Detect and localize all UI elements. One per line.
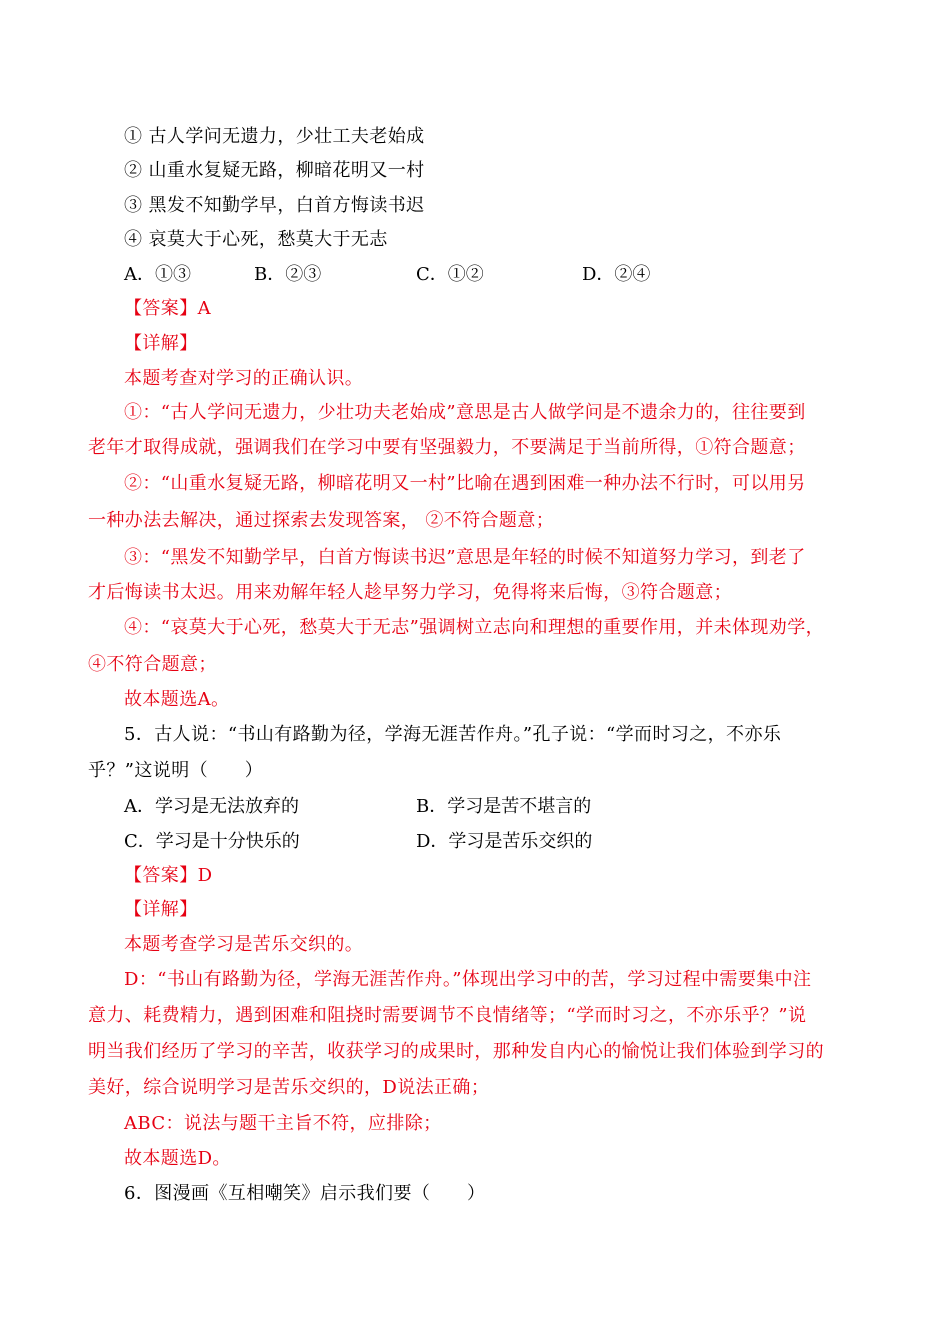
analysis-line: 老年才取得成就，强调我们在学习中要有坚强毅力，不要满足于当前所得，①符合题意； xyxy=(88,437,806,458)
question-5-stem: 5．古人说：“书山有路勤为径，学海无涯苦作舟。”孔子说：“学而时习之，不亦乐 xyxy=(124,724,782,745)
option-a: A．①③ xyxy=(124,264,191,285)
q5-option-b: B．学习是苦不堪言的 xyxy=(416,796,592,817)
q5-option-a: A．学习是无法放弃的 xyxy=(124,796,299,817)
analysis-line: ④：“哀莫大于心死，愁莫大于无志”强调树立志向和理想的重要作用，并未体现劝学， xyxy=(124,617,825,638)
statement-2: ② 山重水复疑无路，柳暗花明又一村 xyxy=(124,160,425,181)
option-b: B．②③ xyxy=(254,264,322,285)
analysis-line: ④不符合题意； xyxy=(88,654,217,675)
analysis-line: 本题考查对学习的正确认识。 xyxy=(124,368,364,389)
q5-answer-label: 【答案】D xyxy=(124,865,213,886)
statement-4: ④ 哀莫大于心死，愁莫大于无志 xyxy=(124,229,388,250)
q5-detail-heading: 【详解】 xyxy=(124,899,198,920)
conclusion: 故本题选A。 xyxy=(124,689,230,710)
q5-option-d: D．学习是苦乐交织的 xyxy=(416,831,593,852)
analysis-line: ①：“古人学问无遗力，少壮功夫老始成”意思是古人做学问是不遗余力的，往往要到 xyxy=(124,402,806,423)
statement-1: ① 古人学问无遗力，少壮工夫老始成 xyxy=(124,126,425,147)
question-6-stem: 6．图漫画《互相嘲笑》启示我们要（ ） xyxy=(124,1183,486,1204)
q5-analysis-line: 意力、耗费精力，遇到困难和阻挠时需要调节不良情绪等；“学而时习之，不亦乐乎？”说 xyxy=(88,1005,807,1026)
analysis-line: ③：“黑发不知勤学早，白首方悔读书迟”意思是年轻的时候不知道努力学习，到老了 xyxy=(124,547,806,568)
detail-heading: 【详解】 xyxy=(124,333,198,354)
analysis-line: 才后悔读书太迟。用来劝解年轻人趁早努力学习，免得将来后悔，③符合题意； xyxy=(88,582,732,603)
option-c: C．①② xyxy=(416,264,484,285)
statement-3: ③ 黑发不知勤学早，白首方悔读书迟 xyxy=(124,195,425,216)
q5-analysis-line: 美好，综合说明学习是苦乐交织的，D说法正确； xyxy=(88,1077,490,1098)
q5-analysis-line: D：“书山有路勤为径，学海无涯苦作舟。”体现出学习中的苦，学习过程中需要集中注 xyxy=(124,969,812,990)
answer-label: 【答案】A xyxy=(124,298,211,319)
q5-analysis-line: 明当我们经历了学习的辛苦，收获学习的成果时，那种发自内心的愉悦让我们体验到学习的 xyxy=(88,1041,824,1062)
analysis-line: ②：“山重水复疑无路，柳暗花明又一村”比喻在遇到困难一种办法不行时，可以用另 xyxy=(124,473,806,494)
option-d: D．②④ xyxy=(582,264,651,285)
q5-conclusion: 故本题选D。 xyxy=(124,1148,231,1169)
question-5-stem-cont: 乎？”这说明（ ） xyxy=(88,760,264,781)
q5-analysis-line: ABC：说法与题干主旨不符，应排除； xyxy=(124,1113,442,1134)
q5-analysis-line: 本题考查学习是苦乐交织的。 xyxy=(124,934,364,955)
analysis-line: 一种办法去解决，通过探索去发现答案， ②不符合题意； xyxy=(88,510,555,531)
q5-option-c: C．学习是十分快乐的 xyxy=(124,831,300,852)
